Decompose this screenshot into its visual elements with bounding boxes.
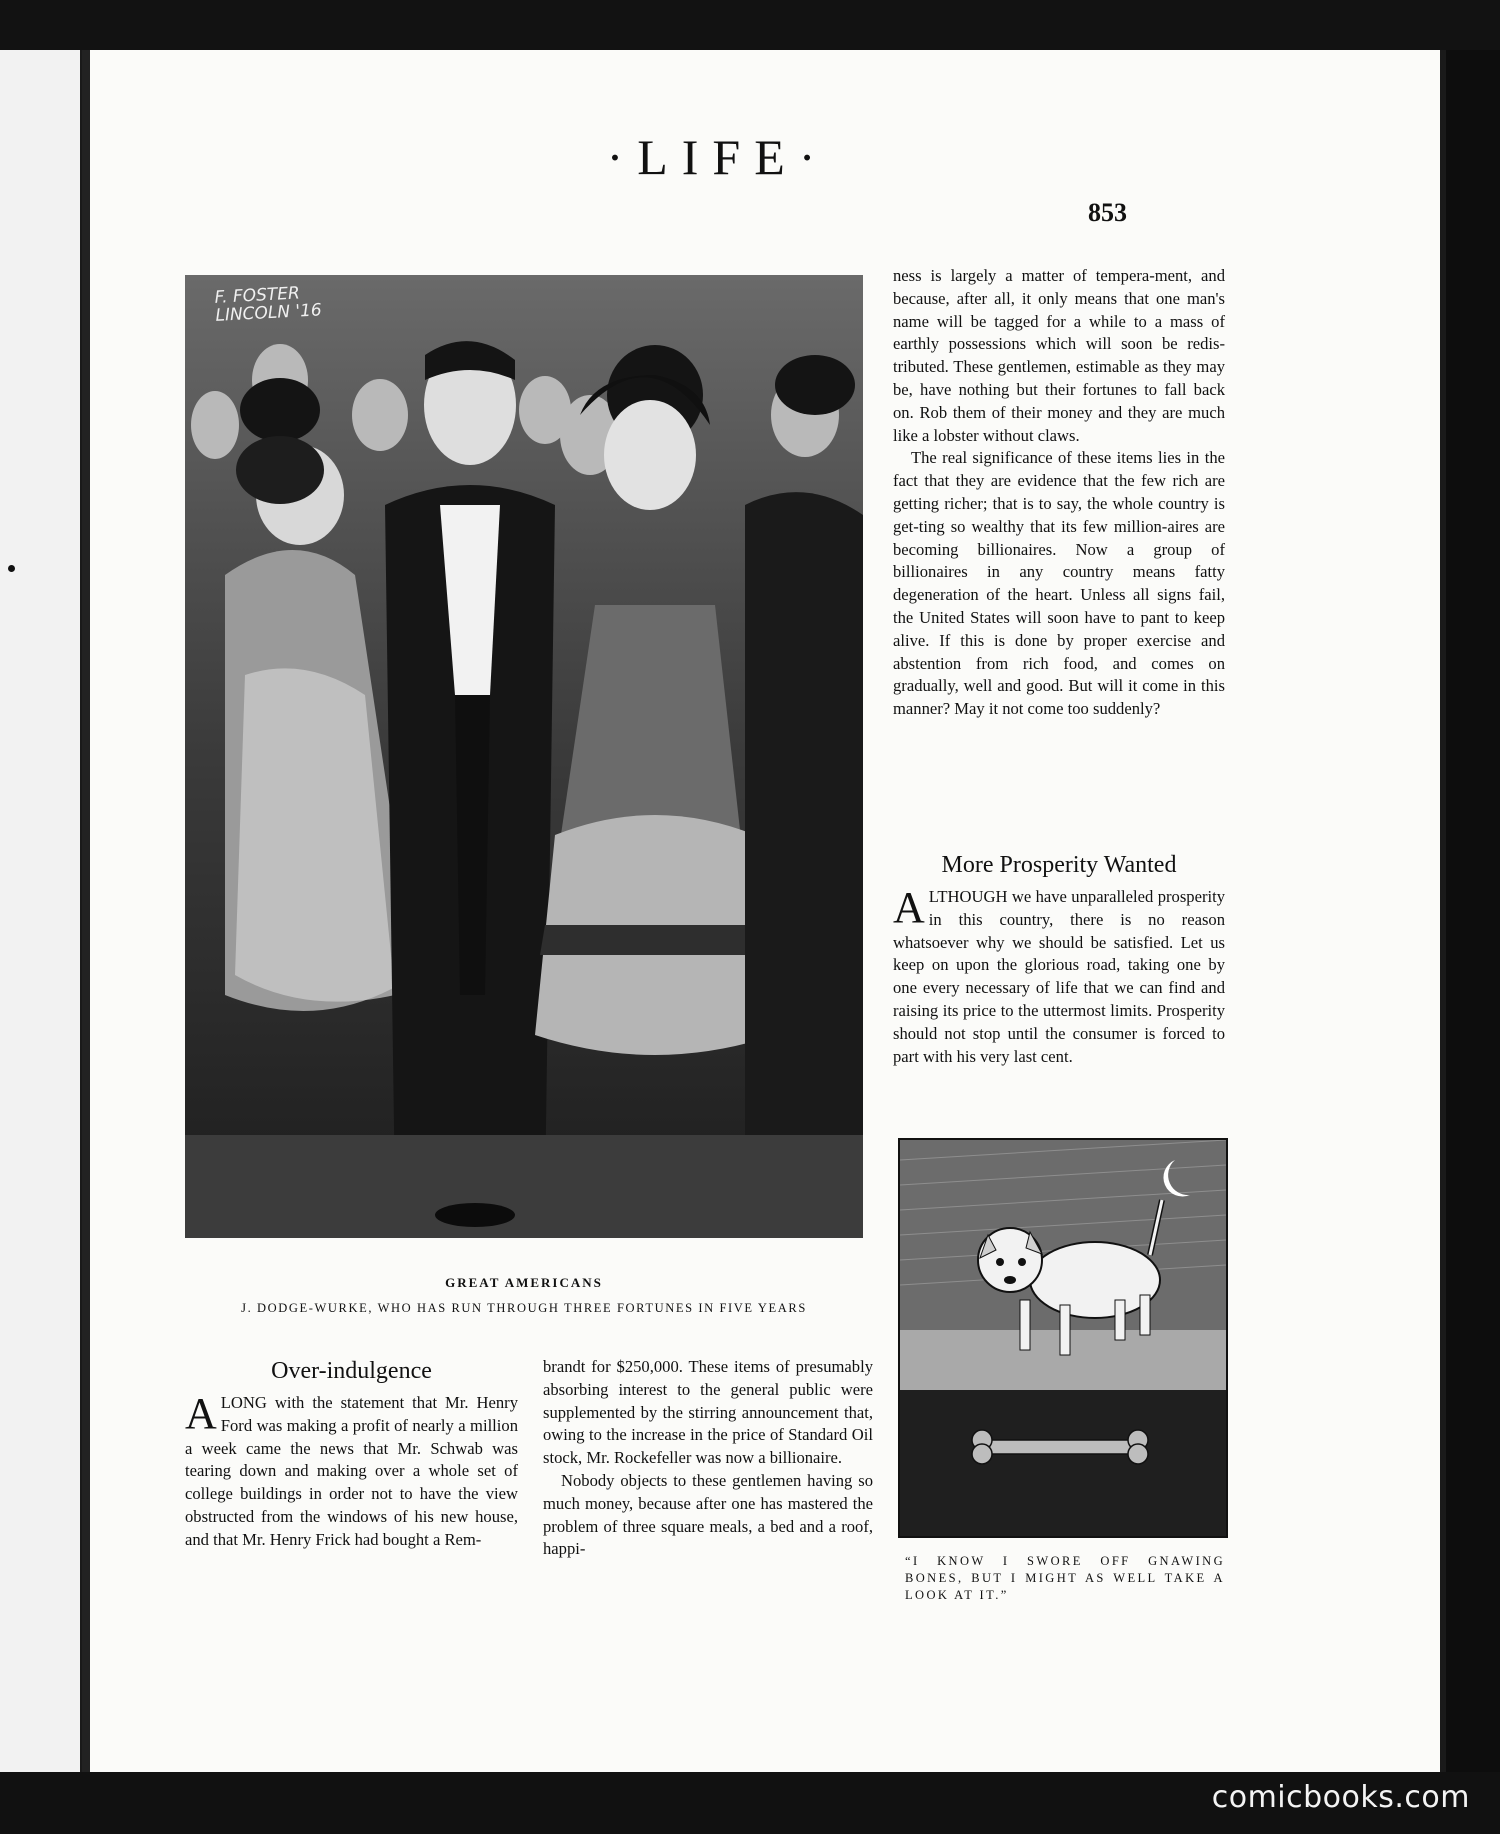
facing-page-edge — [0, 50, 80, 1772]
overindulgence-text-3: Nobody objects to these gentlemen having so much money, because after one has mastered the problem of three square meals, a bed and a roof, happi- — [543, 1470, 873, 1559]
scan-top-border — [0, 0, 1500, 50]
continuation-paragraph-2: The real significance of these items lies in the fact that they are evidence that the few rich are getting richer; that is to say, the whole country is get-ting so wealthy that its few million-aires are becoming billionaires. Now a group of billionaires in any country means fatty degeneration of the heart. Unless all signs fail, the United States will soon have to pant to keep alive. If this is done by proper exercise and abstention from rich food, and comes on gradually, well and good. But will it come in this manner? May it not come too suddenly? — [893, 448, 1225, 719]
overindulgence-headline: Over-indulgence — [271, 1358, 432, 1384]
prosperity-body — [893, 883, 1225, 1068]
continuation-paragraph-1: ness is largely a matter of tempera-ment, and because, after all, it only means that one man's name will be tagged for a while to a mass of earthly possessions which will soon be redis-tributed. These gentlemen, estimable as they may be, have nothing but their fortunes to fall back on. Rob them of their money and they are much like a lobster without claws. — [893, 266, 1225, 445]
great-americans-illustration — [185, 275, 863, 1238]
overindulgence-text-1: LONG with the statement that Mr. Henry Ford was making a profit of nearly a million a week came the news that Mr. Schwab was tearing down and making over a whole set of college buildings in order not to have the view obstructed from the windows of his new house, and that Mr. Henry Frick had bought a Rem- — [185, 1393, 518, 1549]
prosperity-dropcap: A — [893, 883, 925, 932]
page-number: 853 — [1088, 198, 1127, 227]
artist-signature: F. FOSTER LINCOLN '16 — [214, 283, 323, 326]
scan-right-border — [1446, 50, 1500, 1772]
prosperity-headline: More Prosperity Wanted — [941, 852, 1177, 878]
dog-drawing — [900, 1140, 1226, 1536]
article-continuation-column — [893, 265, 1225, 721]
overindulgence-column-2 — [543, 1356, 873, 1561]
overindulgence-body-1 — [185, 1389, 518, 1552]
illustration-caption — [185, 1275, 863, 1316]
dog-cartoon-caption: “I KNOW I SWORE OFF GNAWING BONES, BUT I MIGHT AS WELL TAKE A LOOK AT IT.” — [905, 1554, 1225, 1602]
scan-speck — [8, 565, 15, 572]
book-spine — [82, 50, 90, 1772]
overindulgence-dropcap: A — [185, 1389, 217, 1438]
caption-subtitle: J. DODGE-WURKE, WHO HAS RUN THROUGH THREE FORTUNES IN FIVE YEARS — [241, 1301, 807, 1315]
illustration-drawing — [185, 275, 863, 1238]
caption-title: GREAT AMERICANS — [445, 1275, 603, 1290]
masthead: ·LIFE· — [606, 129, 830, 185]
watermark: comicbooks.com — [1211, 1780, 1470, 1815]
prosperity-article — [893, 850, 1225, 1068]
overindulgence-text-2: brandt for $250,000. These items of presumably absorbing interest to the general public were supplemented by the stirring announcement that, owing to the increase in the price of Standard Oil stock, Mr. Rockefeller was now a billionaire. — [543, 1357, 873, 1468]
prosperity-text: LTHOUGH we have unparalleled prosperity in this country, there is no reason whatsoever why we should be satisfied. Let us keep on upon the glorious road, taking one by one every necessary of life that we can find and raising its price to the uttermost limits. Prosperity should not stop until the consumer is forced to part with his very last cent. — [893, 887, 1225, 1066]
dog-cartoon — [898, 1138, 1228, 1538]
overindulgence-column-1 — [185, 1356, 518, 1552]
